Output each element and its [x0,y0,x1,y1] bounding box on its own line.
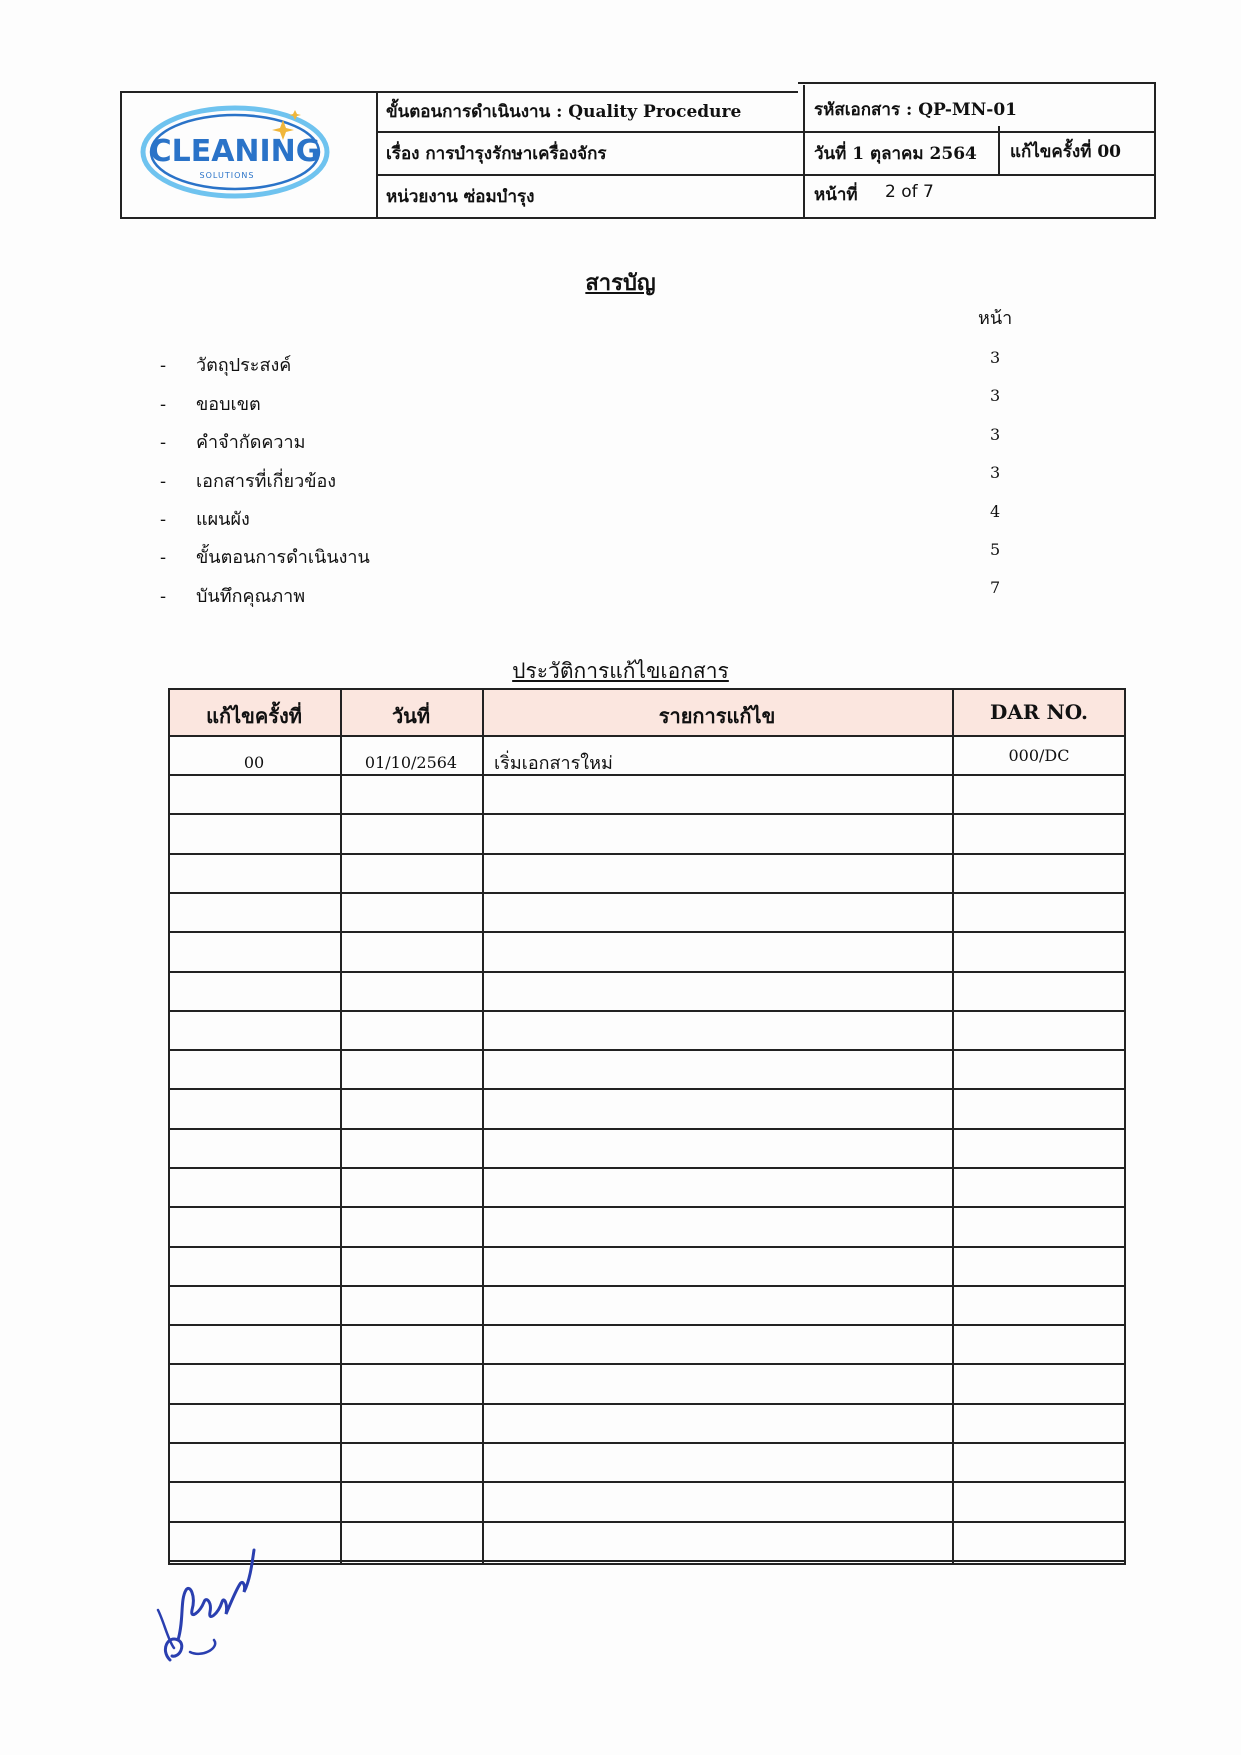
column-header: วันที่ [391,704,431,728]
table-row-line [168,1563,1126,1565]
table-row-line [168,735,1126,737]
table-row-line [168,774,1126,776]
toc-item-label: บันทึกคุณภาพ [196,586,306,607]
table-row-line [168,1560,1126,1562]
table-row-line [168,688,1126,690]
table-column-line [1124,688,1126,1564]
subject-label: เรื่อง การบำรุงรักษาเครื่องจักร [386,144,607,164]
toc-item: - วัตถุประสงค์ [160,355,292,376]
table-row-line [168,1363,1126,1365]
toc-item: - ขอบเขต [160,394,261,415]
toc-title: สารบัญ [585,270,656,296]
table-row-line [168,1167,1126,1169]
toc-item-label: ขอบเขต [196,394,261,415]
toc-page-header: หน้า [978,308,1013,329]
toc-item-page: 3 [990,425,1001,444]
toc-item: - บันทึกคุณภาพ [160,586,306,607]
table-row-line [168,1324,1126,1326]
table-row-line [168,1206,1126,1208]
table-row-line [168,971,1126,973]
toc-item-page: 3 [990,348,1001,367]
table-column-line [168,688,170,1564]
table-row-line [168,1285,1126,1287]
table-column-line [340,688,342,1564]
company-logo [135,92,335,204]
rev-detail-cell: เริ่มเอกสารใหม่ [494,753,613,774]
table-row-line [168,853,1126,855]
toc-item-page: 7 [990,578,1001,597]
effective-date: วันที่ 1 ตุลาคม 2564 [814,144,977,164]
revision-number: แก้ไขครั้งที่ 00 [1010,142,1122,162]
toc-item: - เอกสารที่เกี่ยวข้อง [160,471,337,492]
table-row-line [168,1049,1126,1051]
rev-number-cell: 00 [243,753,265,772]
table-row-line [168,1010,1126,1012]
logo-wordmark: CLEANING [149,134,321,169]
toc-item-page: 5 [990,540,1001,559]
rev-date-cell: 01/10/2564 [364,753,458,772]
dar-no-cell: 000/DC [1008,746,1070,765]
table-row-line [168,931,1126,933]
table-row-line [168,892,1126,894]
page-value: 2 of 7 [885,182,934,202]
toc-item-label: เอกสารที่เกี่ยวข้อง [196,471,337,492]
revision-history-table [168,688,1126,1564]
table-row-line [168,1481,1126,1483]
doc-code: รหัสเอกสาร : QP-MN-01 [814,100,1017,120]
table-row-line [168,1128,1126,1130]
unit-label: หน่วยงาน ซ่อมบำรุง [386,187,535,207]
toc-item: - คำจำกัดความ [160,432,306,453]
table-row-line [168,1521,1126,1523]
handwritten-signature [140,1540,280,1680]
toc-item: - แผนผัง [160,509,250,530]
procedure-label: ขั้นตอนการดำเนินงาน : Quality Procedure [386,102,742,122]
table-row-line [168,1403,1126,1405]
toc-item: - ขั้นตอนการดำเนินงาน [160,547,370,568]
table-row-line [168,813,1126,815]
table-row-line [168,1442,1126,1444]
toc-item-label: ขั้นตอนการดำเนินงาน [196,547,370,568]
table-row-line [168,1088,1126,1090]
column-header: DAR NO. [990,700,1088,724]
toc-item-page: 3 [990,463,1001,482]
toc-item-label: แผนผัง [196,509,250,530]
table-column-line [952,688,954,1564]
table-row-line [168,1246,1126,1248]
toc-item-label: วัตถุประสงค์ [196,355,292,376]
document-header [120,82,1156,219]
logo-subtext: SOLUTIONS [199,171,255,180]
column-header: รายการแก้ไข [658,704,776,728]
page-label: หน้าที่ [814,185,858,205]
toc-item-page: 3 [990,386,1001,405]
toc-item-label: คำจำกัดความ [196,432,306,453]
column-header: แก้ไขครั้งที่ [206,704,302,728]
toc-item-page: 4 [990,502,1001,521]
table-column-line [482,688,484,1564]
revision-history-title: ประวัติการแก้ไขเอกสาร [512,659,729,683]
